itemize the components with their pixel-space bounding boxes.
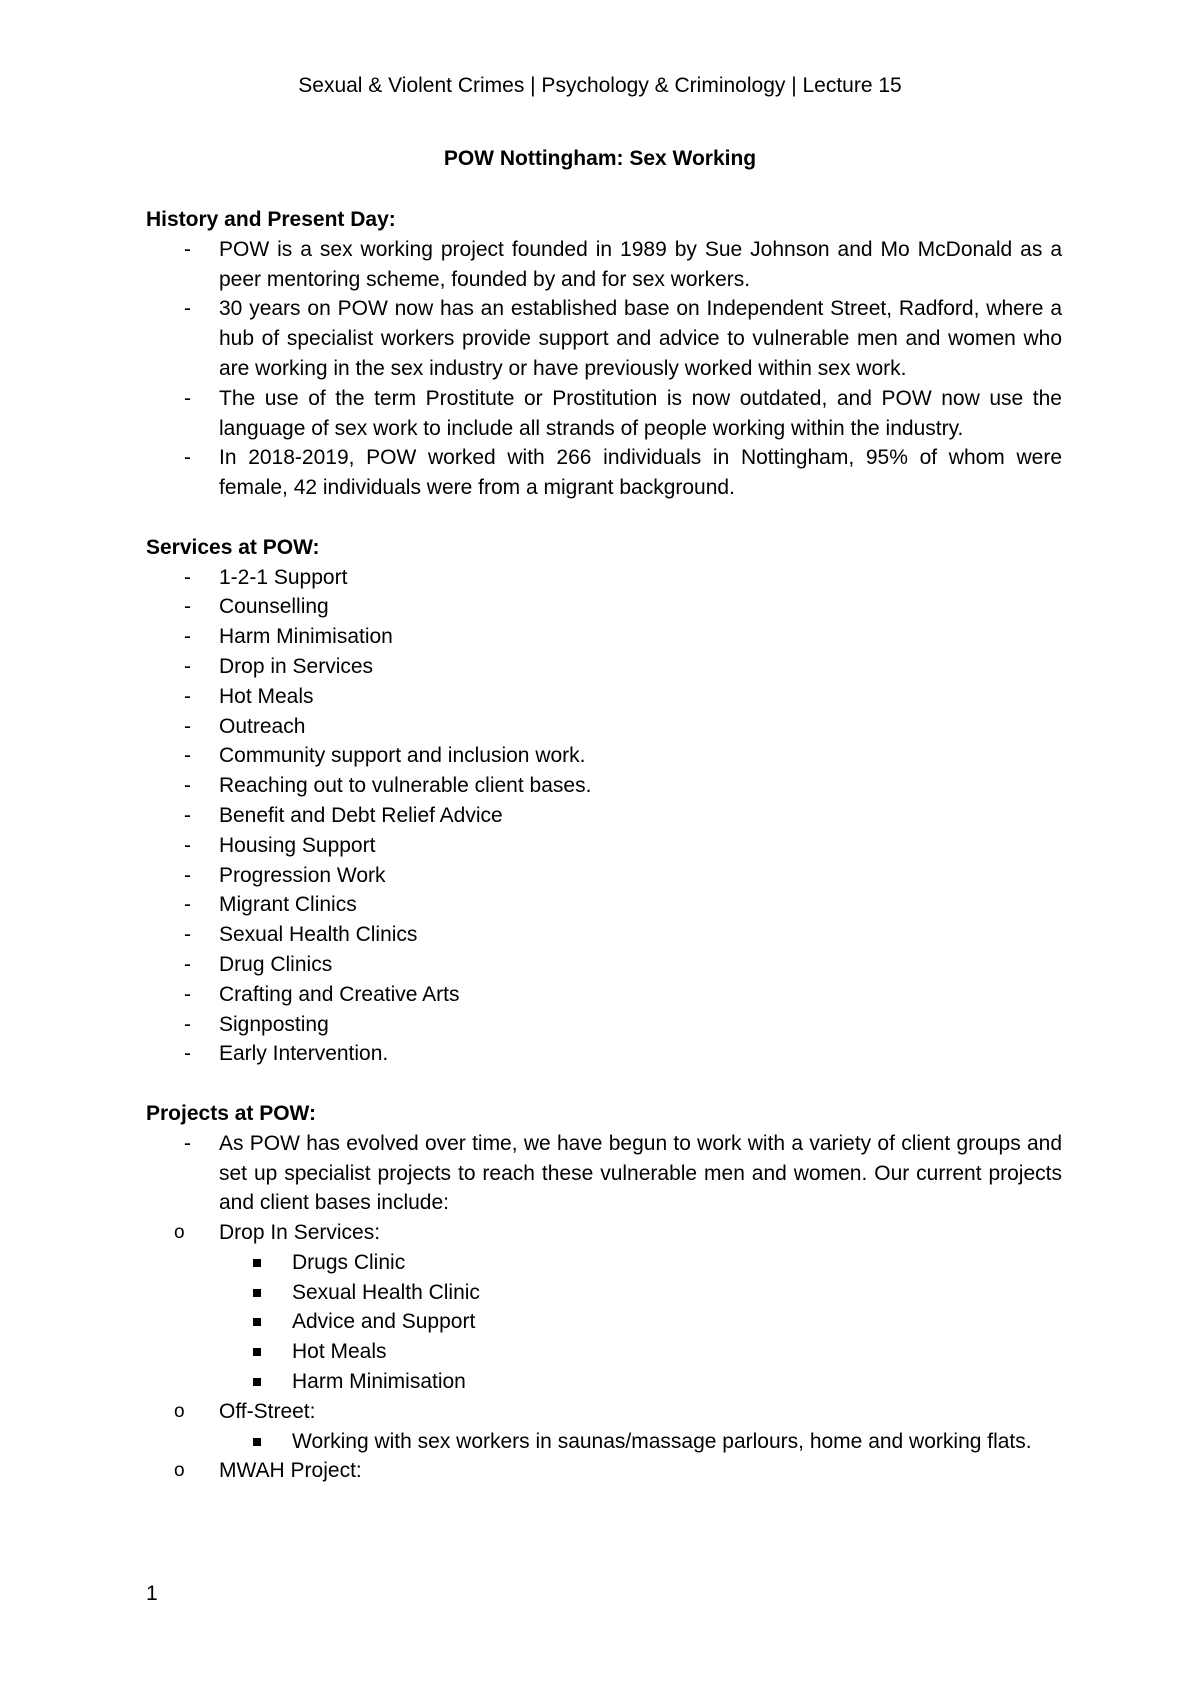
list-item (146, 1039, 1062, 1069)
project-group-items (146, 1427, 1062, 1457)
list-item (146, 1129, 1062, 1218)
dash-marker: - (184, 893, 191, 917)
dash-marker: - (184, 386, 191, 410)
history-list (146, 235, 1062, 503)
project-group-label-row (146, 1456, 1062, 1486)
list-item-text: Migrant Clinics (219, 893, 357, 917)
list-item-text: Signposting (219, 1012, 329, 1036)
list-item-text: Benefit and Debt Relief Advice (219, 803, 503, 827)
square-bullet-icon (253, 1378, 261, 1386)
dash-marker: - (184, 1012, 191, 1036)
document-body (146, 205, 1062, 1486)
list-item (146, 384, 1062, 444)
document-title: POW Nottingham: Sex Working (443, 147, 757, 170)
dash-marker: - (184, 863, 191, 887)
list-item-text: Community support and inclusion work. (219, 744, 586, 768)
list-item-text: Crafting and Creative Arts (219, 982, 460, 1006)
list-item-text: Sexual Health Clinic (292, 1280, 480, 1304)
history-heading: History and Present Day: (146, 208, 396, 231)
list-item-text: Drug Clinics (219, 952, 333, 976)
list-item-text: Drugs Clinic (292, 1250, 406, 1274)
list-item (146, 1367, 1062, 1397)
list-item (146, 235, 1062, 295)
page-header: Sexual & Violent Crimes | Psychology & Criminology | Lecture 15 (298, 74, 902, 97)
list-item (146, 1278, 1062, 1308)
project-group (146, 1397, 1062, 1457)
list-item-text: The use of the term Prostitute or Prostitution is now outdated, and POW now use the language of sex work to include all strands of people working within the industry. (219, 386, 1062, 440)
services-list (146, 563, 1062, 1070)
list-item (146, 950, 1062, 980)
dash-marker: - (184, 982, 191, 1006)
list-item-text: Counselling (219, 595, 329, 619)
list-item-text: Sexual Health Clinics (219, 923, 418, 947)
dash-marker: - (184, 803, 191, 827)
list-item (146, 563, 1062, 593)
list-item-text: 1-2-1 Support (219, 565, 348, 589)
list-item (146, 1427, 1062, 1457)
list-item-text: POW is a sex working project founded in 1989 by Sue Johnson and Mo McDonald as a peer mentoring scheme, founded by and for sex workers. (219, 237, 1062, 291)
square-bullet-icon (253, 1259, 261, 1267)
dash-marker: - (184, 774, 191, 798)
list-item (146, 861, 1062, 891)
dash-marker: - (184, 684, 191, 708)
project-group (146, 1456, 1062, 1486)
project-group-label-row (146, 1218, 1062, 1248)
list-item (146, 890, 1062, 920)
list-item (146, 1337, 1062, 1367)
list-item-text: In 2018-2019, POW worked with 266 individuals in Nottingham, 95% of whom were female, 42 individuals were from a migrant background. (219, 446, 1062, 500)
dash-marker: - (184, 237, 191, 261)
list-item-text: Working with sex workers in saunas/massage parlours, home and working flats. (292, 1429, 1032, 1453)
projects-heading: Projects at POW: (146, 1101, 316, 1125)
list-item (146, 622, 1062, 652)
list-item-text: Outreach (219, 714, 306, 738)
dash-marker: - (184, 654, 191, 678)
list-item (146, 831, 1062, 861)
project-group (146, 1218, 1062, 1397)
page-number: 1 (146, 1582, 158, 1605)
list-item (146, 682, 1062, 712)
square-bullet-icon (253, 1348, 261, 1356)
list-item (146, 294, 1062, 383)
list-item (146, 652, 1062, 682)
list-item (146, 801, 1062, 831)
square-bullet-icon (253, 1289, 261, 1297)
dash-marker: - (184, 833, 191, 857)
list-item (146, 1248, 1062, 1278)
list-item-text: Early Intervention. (219, 1042, 389, 1066)
dash-marker: - (184, 297, 191, 321)
dash-marker: - (184, 625, 191, 649)
circle-bullet: o (174, 1400, 185, 1422)
project-group-items (146, 1248, 1062, 1397)
list-item-text: Housing Support (219, 833, 376, 857)
project-groups (146, 1218, 1062, 1486)
list-item-text: Hot Meals (219, 684, 314, 708)
dash-marker: - (184, 1042, 191, 1066)
list-item (146, 771, 1062, 801)
list-item (146, 920, 1062, 950)
projects-list (146, 1129, 1062, 1218)
dash-marker: - (184, 714, 191, 738)
dash-marker: - (184, 446, 191, 470)
project-group-label-row (146, 1397, 1062, 1427)
list-item-text: Advice and Support (292, 1310, 476, 1334)
list-item (146, 592, 1062, 622)
list-item-text: Hot Meals (292, 1340, 387, 1364)
dash-marker: - (184, 744, 191, 768)
list-item (146, 741, 1062, 771)
dash-marker: - (184, 565, 191, 589)
list-item (146, 980, 1062, 1010)
project-group-label: Drop In Services: (219, 1221, 381, 1245)
square-bullet-icon (253, 1438, 261, 1446)
list-item (146, 1307, 1062, 1337)
project-group-label: Off-Street: (219, 1399, 316, 1423)
list-item-text: Drop in Services (219, 654, 374, 678)
dash-marker: - (184, 1131, 191, 1155)
list-item-text: Harm Minimisation (292, 1370, 466, 1394)
circle-bullet: o (174, 1460, 185, 1482)
dash-marker: - (184, 595, 191, 619)
list-item-text: Harm Minimisation (219, 625, 393, 649)
project-group-label: MWAH Project: (219, 1459, 362, 1483)
square-bullet-icon (253, 1318, 261, 1326)
list-item (146, 1010, 1062, 1040)
list-item-text: Reaching out to vulnerable client bases. (219, 774, 592, 798)
services-heading: Services at POW: (146, 535, 320, 559)
list-item (146, 443, 1062, 503)
list-item-text: Progression Work (219, 863, 386, 887)
list-item (146, 712, 1062, 742)
circle-bullet: o (174, 1222, 185, 1244)
dash-marker: - (184, 952, 191, 976)
dash-marker: - (184, 923, 191, 947)
list-item-text: 30 years on POW now has an established base on Independent Street, Radford, where a hub of specialist workers provide support and advice to vulnerable men and women who are working in the sex industry or have previously worked within sex work. (219, 297, 1062, 380)
projects-intro: As POW has evolved over time, we have begun to work with a variety of client groups and set up specialist projects to reach these vulnerable men and women. Our current projects and client bases include: (219, 1131, 1062, 1215)
